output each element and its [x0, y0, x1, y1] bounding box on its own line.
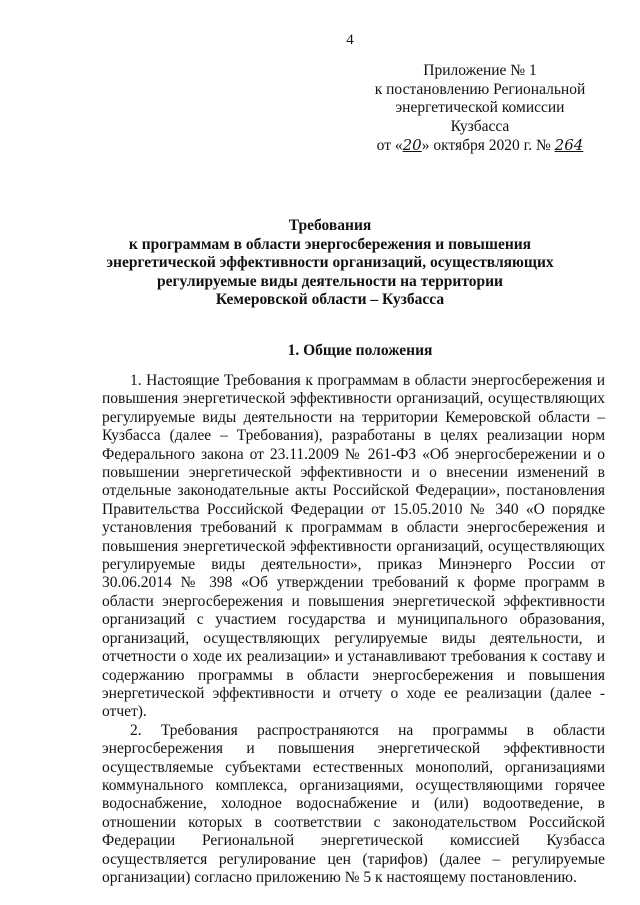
annex-line-4: Кузбасса: [450, 117, 510, 135]
date-prefix: от «: [376, 137, 403, 154]
annex-line-2: к постановлению Региональной: [374, 80, 586, 98]
annex-header: [360, 62, 600, 156]
title-line-5: Кемеровской области – Кузбасса: [215, 291, 445, 308]
paragraph-2: 2. Требования распространяются на программы в области энергосбережения и повышения энергетической эффективности осуществляемые субъектами естественных монополий, организациями коммунального комплекса, организациями, осуществляющими горячее водоснабжение, холодное водоснабжение и (или) водоотведение, в отношении которых в соответствии с законодательством Российской Федерации Региональной энергетической комиссией Кузбасса осуществляется регулирование цен (тарифов) (далее – регулируемые организации) согласно приложению № 5 к настоящему постановлению.: [102, 721, 605, 886]
section-heading: 1. Общие положения: [287, 342, 433, 359]
title-line-2: к программам в области энергосбережения и повышения: [128, 235, 532, 253]
title-line-3: энергетической эффективности организаций, осуществляющих: [106, 254, 554, 271]
handwritten-day: 20: [402, 136, 422, 154]
annex-line-1: Приложение № 1: [423, 62, 537, 79]
document-title: [95, 217, 565, 310]
paragraph-1: 1. Настоящие Требования к программам в области энергосбережения и повышения энергетической эффективности организаций, осуществляющих регулируемые виды деятельности на территории Кемеровской области – Кузбасса (далее – Требования), разработаны в целях реализации норм Федерального закона от 23.11.2009 № 261-ФЗ «Об энергосбережении и о повышении энергетической эффективности и о внесении изменений в отдельные законодательные акты Российской Федерации», постановления Правительства Российской Федерации от 15.05.2010 № 340 «О порядке установления требований к программам в области энергосбережения и повышения энергетической эффективности организаций, осуществляющих регулируемые виды деятельности», приказ Минэнерго России от 30.06.2014 № 398 «Об утверждении требований к форме программ в области энергосбережения и повышения энергетической эффективности организаций с участием государства и муниципального образования, организаций, осуществляющих регулируемые виды деятельности, и отчетности о ходе их реализации» и устанавливают требования к составу и содержанию программы в области энергосбережения и повышения энергетической эффективности и отчету о ходе ее реализации (далее - отчет).: [102, 372, 605, 721]
annex-date-line: [360, 136, 600, 156]
date-middle: » октября 2020 г. №: [421, 137, 555, 154]
title-line-1: Требования: [288, 217, 372, 234]
body-text: [102, 372, 605, 887]
title-line-4: регулируемые виды деятельности на территории: [157, 272, 503, 290]
handwritten-number: 264: [554, 136, 584, 154]
annex-line-3: энергетической комиссии: [395, 99, 565, 116]
page-number: 4: [346, 32, 354, 48]
